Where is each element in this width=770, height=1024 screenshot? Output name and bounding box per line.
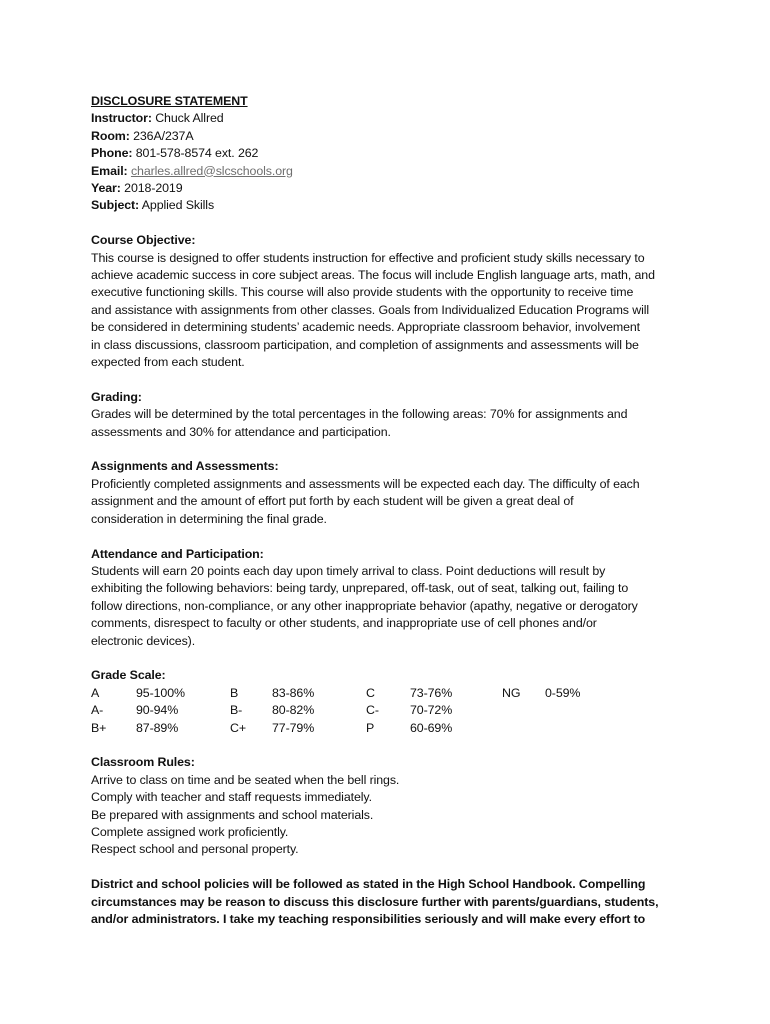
grading-line: Grades will be determined by the total percentages in the following areas: 70% for assignments and — [91, 407, 628, 422]
year-line — [91, 180, 691, 197]
grade-letter: A- — [91, 703, 104, 718]
attendance-line: exhibiting the following behaviors: being tardy, unprepared, off-task, out of seat, talking out, failing to — [91, 581, 629, 596]
course-objective-line: achieve academic success in core subject areas. The focus will include English language arts, math, and — [91, 268, 655, 283]
room-value: 236A/237A — [129, 128, 194, 143]
spacer — [91, 441, 691, 458]
grade-letter: C — [366, 685, 375, 700]
grade-scale-heading: Grade Scale: — [91, 668, 166, 683]
rule-item: Comply with teacher and staff requests immediately. — [91, 790, 372, 805]
spacer — [91, 371, 691, 388]
district-policy-paragraph — [91, 876, 691, 928]
grade-letter: P — [366, 720, 375, 735]
assignments-line: consideration in determining the final grade. — [91, 511, 327, 526]
course-objective-heading: Course Objective: — [91, 233, 196, 248]
assignments-paragraph — [91, 476, 691, 528]
phone-line — [91, 145, 691, 162]
instructor-line — [91, 110, 691, 127]
attendance-line: comments, disrespect to faculty or other students, and inappropriate use of cell phones and/or — [91, 616, 597, 631]
table-row — [91, 685, 605, 702]
grading-line: assessments and 30% for attendance and participation. — [91, 424, 391, 439]
rule-item: Arrive to class on time and be seated when the bell rings. — [91, 772, 400, 787]
instructor-value: Chuck Allred — [151, 111, 224, 126]
spacer — [91, 650, 691, 667]
subject-line — [91, 197, 691, 214]
grade-letter: B+ — [91, 720, 107, 735]
assignments-line: Proficiently completed assignments and assessments will be expected each day. The difficulty of each — [91, 476, 640, 491]
grade-scale-table — [91, 685, 605, 737]
grade-letter: B — [230, 685, 239, 700]
grade-range: 90-94% — [136, 703, 179, 718]
attendance-paragraph — [91, 563, 691, 650]
grade-range: 77-79% — [272, 720, 315, 735]
attendance-line: electronic devices). — [91, 633, 196, 648]
grade-letter — [502, 702, 545, 719]
grade-letter: C+ — [230, 720, 246, 735]
grade-range: 73-76% — [410, 685, 453, 700]
classroom-rules-heading: Classroom Rules: — [91, 755, 195, 770]
document-title: DISCLOSURE STATEMENT — [91, 94, 248, 108]
classroom-rules-list — [91, 772, 691, 859]
room-label: Room: — [91, 128, 130, 143]
grade-letter: C- — [366, 703, 379, 718]
district-policy-line: circumstances may be reason to discuss this disclosure further with parents/guardians, students, — [91, 894, 659, 909]
grade-range: 80-82% — [272, 703, 315, 718]
grade-range: 87-89% — [136, 720, 179, 735]
grade-range: 95-100% — [136, 685, 185, 700]
course-objective-line: in class discussions, classroom participation, and completion of assignments and assessments will be — [91, 337, 639, 352]
spacer — [91, 859, 691, 876]
spacer — [91, 737, 691, 754]
grade-range: 60-69% — [410, 720, 453, 735]
grade-letter: NG — [502, 685, 521, 700]
table-row — [91, 720, 605, 737]
district-policy-line: District and school policies will be followed as stated in the High School Handbook. Compelling — [91, 877, 646, 892]
email-label: Email: — [91, 163, 128, 178]
grade-range: 70-72% — [410, 703, 453, 718]
attendance-heading: Attendance and Participation: — [91, 546, 264, 561]
spacer — [91, 215, 691, 232]
assignments-heading: Assignments and Assessments: — [91, 459, 279, 474]
course-objective-line: expected from each student. — [91, 355, 245, 370]
phone-value: 801-578-8574 ext. 262 — [132, 146, 259, 161]
attendance-line: Students will earn 20 points each day upon timely arrival to class. Point deductions will result by — [91, 563, 606, 578]
course-objective-line: executive functioning skills. This course will also provide students with the opportunity to receive time — [91, 285, 634, 300]
grade-range — [545, 702, 605, 719]
grade-letter: A — [91, 685, 100, 700]
year-label: Year: — [91, 181, 121, 196]
email-link[interactable]: charles.allred@slcschools.org — [130, 163, 293, 178]
year-value: 2018-2019 — [120, 181, 183, 196]
assignments-line: assignment and the amount of effort put forth by each student will be given a great deal of — [91, 494, 574, 509]
rule-item: Respect school and personal property. — [91, 842, 299, 857]
disclosure-document — [91, 93, 691, 928]
district-policy-line: and/or administrators. I take my teaching responsibilities seriously and will make every effort to — [91, 911, 646, 926]
course-objective-line: be considered in determining students’ academic needs. Appropriate classroom behavior, involvement — [91, 320, 641, 335]
grade-letter: B- — [230, 703, 243, 718]
grade-range — [545, 720, 605, 737]
rule-item: Be prepared with assignments and school materials. — [91, 807, 374, 822]
attendance-line: follow directions, non-compliance, or any other inappropriate behavior (apathy, negative or derogatory — [91, 598, 638, 613]
rule-item: Complete assigned work proficiently. — [91, 824, 289, 839]
grading-paragraph — [91, 406, 691, 441]
grade-range: 0-59% — [545, 685, 581, 700]
instructor-label: Instructor: — [91, 111, 152, 126]
course-objective-paragraph — [91, 250, 691, 372]
course-objective-line: and assistance with assignments from other classes. Goals from Individualized Education Programs will — [91, 302, 650, 317]
grade-range: 83-86% — [272, 685, 315, 700]
course-objective-line: This course is designed to offer students instruction for effective and proficient study skills necessary to — [91, 250, 645, 265]
grading-heading: Grading: — [91, 389, 142, 404]
grade-letter — [502, 720, 545, 737]
subject-value: Applied Skills — [139, 198, 215, 213]
email-line — [91, 163, 691, 180]
subject-label: Subject: — [91, 198, 140, 213]
room-line — [91, 128, 691, 145]
table-row — [91, 702, 605, 719]
spacer — [91, 528, 691, 545]
phone-label: Phone: — [91, 146, 133, 161]
